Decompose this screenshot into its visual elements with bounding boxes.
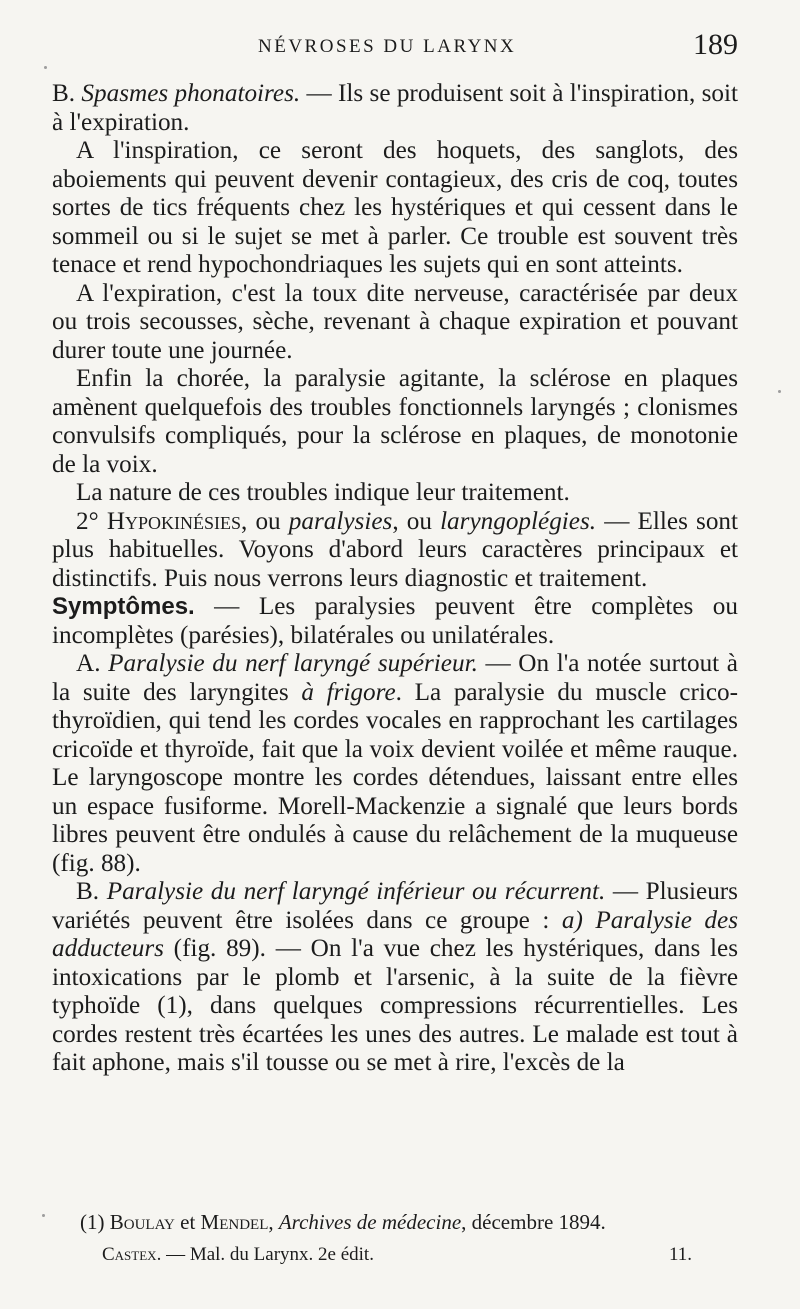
- paper-speck: [778, 390, 781, 393]
- printer-signature: [102, 1244, 702, 1272]
- text-run: — On l'a notée surtout à la suite des laryngites: [52, 650, 738, 706]
- page-number: 189: [693, 28, 738, 61]
- text-run: A.: [76, 650, 109, 677]
- text-run: Enfin la chorée, la paralysie agitante, la sclérose en plaques amènent quelquefois des troubles fonctionnels laryngés ; clonismes convulsifs compliqués, pour la sclérose en plaques, de monotonie de la voix.: [52, 365, 738, 478]
- footnote-date: , décembre 1894.: [461, 1210, 606, 1234]
- text-run: La nature de ces troubles indique leur traitement.: [76, 479, 570, 506]
- text-run: B.: [52, 80, 82, 107]
- paragraph: [52, 479, 738, 508]
- text-run: 2°: [76, 507, 107, 535]
- running-title: NÉVROSES DU LARYNX: [258, 36, 517, 57]
- text-run: à frigore: [301, 678, 396, 706]
- paragraph: [52, 593, 738, 650]
- signature-sheet-number: 11.: [668, 1244, 692, 1265]
- paragraph: [52, 650, 738, 878]
- text-run: paralysies: [288, 507, 393, 535]
- text-run: — Les paralysies peuvent être complètes ou incomplètes (parésies), bilatérales ou unilatérales.: [52, 593, 738, 649]
- text-run: , ou: [241, 507, 289, 535]
- text-run: (fig. 89). — On l'a vue chez les hystériques, dans les intoxications par le plomb et l'arsenic, à la suite de la fièvre typhoïde (1), dans quelques compressions récurrentielles. Les cordes restent très écartées les unes des autres. Le malade est tout à fait aphone, mais s'il tousse ou se met à rire, l'excès de la: [52, 935, 738, 1076]
- text-run: , ou: [392, 507, 441, 535]
- text-run: a) Paralysie des adducteurs: [52, 906, 738, 962]
- section-heading: Symptômes.: [52, 593, 195, 620]
- footnote-conjunction: et: [174, 1210, 201, 1234]
- text-run: . La paralysie du muscle crico-thyroïdien, qui tend les cordes vocales en rapprochant les cartilages cricoïde et thyroïde, fait que la voix devient voilée et même rauque. Le laryngoscope montre les cordes détendues, laissant entre elles un espace fusiforme. Morell-Mackenzie a signalé que leurs bords libres peuvent être ondulés à cause du relâchement de la muqueuse (fig. 88).: [52, 678, 738, 877]
- footnote-author-2: Mendel: [200, 1210, 269, 1234]
- footnote-marker: (1): [80, 1210, 110, 1234]
- paragraph: [52, 137, 738, 280]
- paper-speck: [42, 1214, 45, 1217]
- footnote-separator: ,: [268, 1210, 279, 1234]
- text-run: Paralysie du nerf laryngé inférieur ou récurrent.: [106, 878, 606, 905]
- paragraph: [52, 508, 738, 594]
- signature-text: [102, 1244, 374, 1266]
- footnote-journal: Archives de médecine: [278, 1210, 462, 1234]
- text-run: Paralysie du nerf laryngé supérieur.: [108, 650, 478, 677]
- paragraph: [52, 365, 738, 479]
- signature-title: . — Mal. du Larynx. 2e édit.: [156, 1244, 374, 1265]
- text-run: Spasmes phonatoires.: [81, 80, 301, 107]
- text-run: laryngoplégies.: [440, 507, 597, 535]
- text-run: A l'inspiration, ce seront des hoquets, des sanglots, des aboiements qui peuvent devenir contagieux, des cris de coq, toutes sortes de tics fréquents chez les hystériques et qui cessent dans le sommeil ou si le sujet se met à parler. Ce trouble est souvent très tenace et rend hypochondriaques les sujets qui en sont atteints.: [52, 137, 738, 278]
- text-run: — Ils se produisent soit à l'inspiration, soit à l'expiration.: [52, 80, 738, 136]
- text-run: Hypokinésies: [106, 507, 242, 535]
- signature-author: Castex: [102, 1244, 157, 1265]
- paper-speck: [44, 66, 47, 69]
- body-text: [52, 80, 738, 1078]
- footnote-author-1: Boulay: [109, 1210, 175, 1234]
- paragraph: [52, 80, 738, 137]
- footnote: [80, 1210, 750, 1235]
- text-run: — Plusieurs variétés peuvent être isolées dans ce groupe :: [52, 878, 738, 934]
- paragraph: [52, 280, 738, 366]
- paragraph: [52, 878, 738, 1078]
- page-header: [0, 28, 800, 64]
- text-run: B.: [76, 878, 107, 905]
- text-run: — Elles sont plus habituelles. Voyons d'abord leurs caractères principaux et distinctifs. Puis nous verrons leurs diagnostic et traitement.: [52, 507, 738, 592]
- text-run: A l'expiration, c'est la toux dite nerveuse, caractérisée par deux ou trois secousses, sèche, revenant à chaque expiration et pouvant durer toute une journée.: [52, 279, 738, 364]
